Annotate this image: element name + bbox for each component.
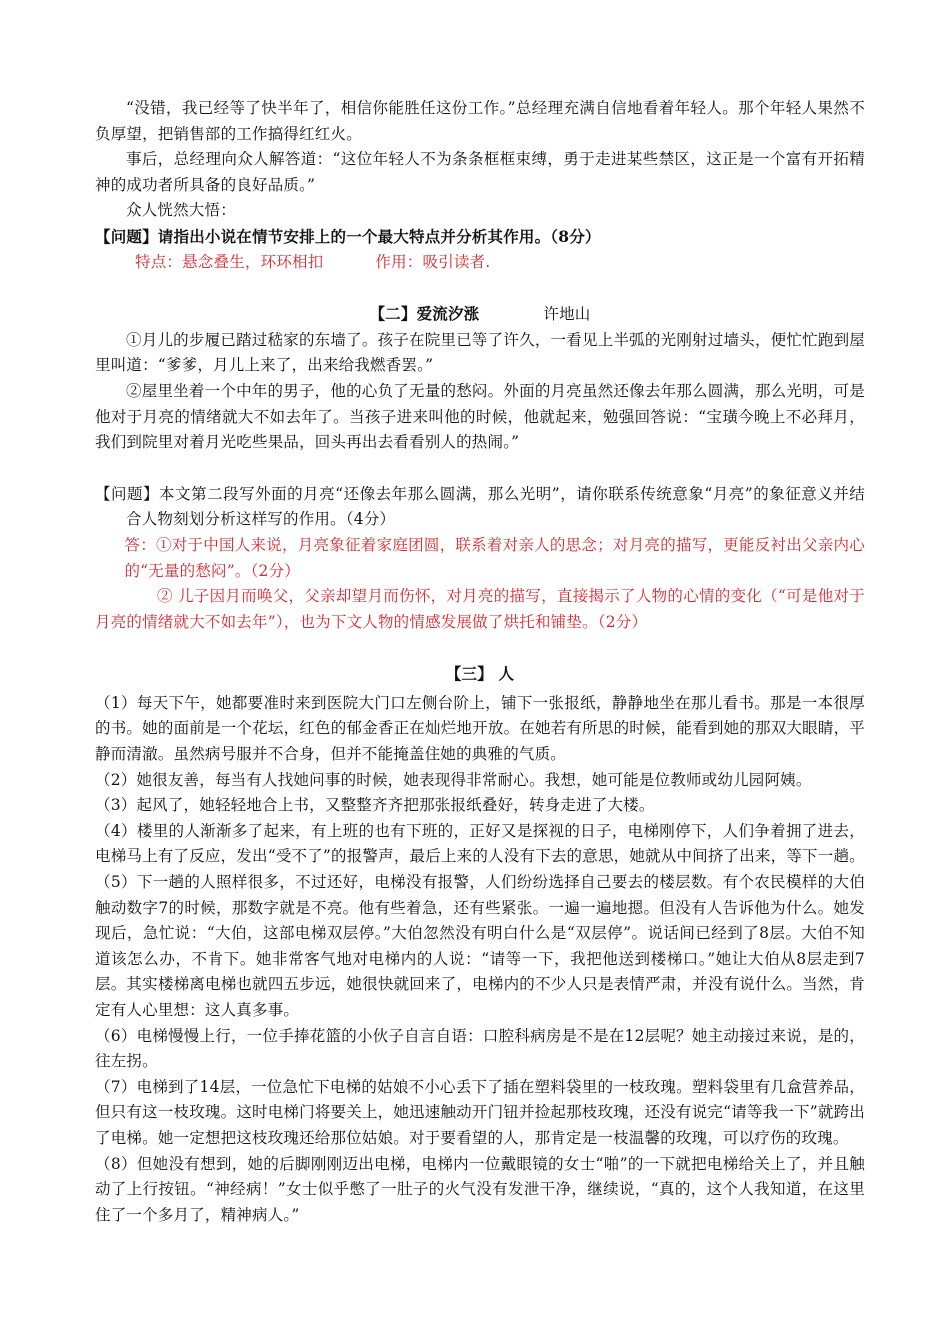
story-paragraph: （5）下一趟的人照样很多，不过还好，电梯没有报警，人们纷纷选择自己要去的楼层数。有个农民模样的大伯触动数字7的时候，那数字就是不亮。他有些着急，还有些紧张。一遍一遍地摁。但没有人告诉他为什么。她发现后，急忙说：“大伯，这部电梯双层停。”大伯忽然没有明白什么是“双层停”。说话间已经到了8层。大伯不知道该怎么办，不肯下。她非常客气地对电梯内的人说：“请等一下，我把他送到楼梯口。”她让大伯从8层走到7层。其实楼梯离电梯也就四五步远，她很快就回来了，电梯内的不少人只是表情严肃，并没有说什么。当然，肯定有人心里想：这人真多事。 [95,873,865,1019]
story-paragraph: （7）电梯到了14层，一位急忙下电梯的姑娘不小心丢下了插在塑料袋里的一枝玫瑰。塑料袋里有几盒营养品，但只有这一枝玫瑰。这时电梯门将要关上，她迅速触动开门钮并捡起那枝玫瑰，还没有说完“请等我一下”就跨出了电梯。她一定想把这枝玫瑰还给那位姑娘。对于要看望的人，那肯定是一枝温馨的玫瑰，可以疗伤的玫瑰。 [95,1077,865,1147]
section-2-heading [95,301,865,328]
answer-feature: 特点：悬念叠生，环环相扣 [135,252,324,271]
story-paragraph: （3）起风了，她轻轻地合上书，又整整齐齐把那张报纸叠好，转身走进了大楼。 [95,796,655,815]
answer-2-part-1: 答：①对于中国人来说，月亮象征着家庭团圆，联系着对亲人的思念；对月亮的描写，更能反衬出父亲内心的“无量的愁闷”。（2分） [124,535,865,580]
story-paragraph: （4）楼里的人渐渐多了起来，有上班的也有下班的，正好又是探视的日子，电梯刚停下，人们争着拥了进去，电梯马上有了反应，发出“受不了”的报警声，最后上来的人没有下去的意思，她就从中间挤了出来，等下一趟。 [95,821,865,866]
question-2: 【问题】本文第二段写外面的月亮“还像去年那么圆满，那么光明”，请你联系传统意象“月亮”的象征意义并结合人物刻划分析这样写的作用。（4分） [95,484,865,529]
story-paragraph: （6）电梯慢慢上行，一位手捧花篮的小伙子自言自语：口腔科病房是不是在12层呢？她主动接过来说，是的，往左拐。 [95,1026,865,1071]
question-1: 【问题】请指出小说在情节安排上的一个最大特点并分析其作用。（8分） [95,226,601,246]
section-3-title: 【三】 人 [445,664,515,684]
story-paragraph: （2）她很友善，每当有人找她问事的时候，她表现得非常耐心。我想，她可能是位教师或幼儿园阿姨。 [95,770,812,789]
answer-1 [95,250,865,276]
story-paragraph: “没错，我已经等了快半年了，相信你能胜任这份工作。”总经理充满自信地看着年轻人。那个年轻人果然不负厚望，把销售部的工作搞得红红火。 [95,99,865,143]
story-paragraph: （1）每天下午，她都要准时来到医院大门口左侧台阶上，铺下一张报纸，静静地坐在那儿看书。那是一本很厚的书。她的面前是一个花坛，红色的郁金香正在灿烂地开放。在她若有所思的时候，能看到她的那双大眼睛，平静而清澈。虽然病号服并不合身，但并不能掩盖住她的典雅的气质。 [95,693,865,764]
section-2-author: 许地山 [543,305,591,324]
answer-2-part-2: ② 儿子因月而唤父，父亲却望月而伤怀，对月亮的描写，直接揭示了人物的心情的变化（“可是他对于月亮的情绪就大不如去年”），也为下文人物的情感发展做了烘托和铺垫。（2分） [95,587,865,631]
section-2-title: 【二】爱流汐涨 [369,304,480,324]
story-paragraph: ②屋里坐着一个中年的男子，他的心负了无量的愁闷。外面的月亮虽然还像去年那么圆满，那么光明，可是他对于月亮的情绪就大不如去年了。当孩子进来叫他的时候，他就起来，勉强回答说：“宝璜今晚上不必拜月，我们到院里对着月光吃些果品，回头再出去看看别人的热闹。” [95,381,865,452]
story-paragraph: 众人恍然大悟： [126,201,236,220]
story-paragraph: 事后，总经理向众人解答道：“这位年轻人不为条条框框束缚，勇于走进某些禁区，这正是一个富有开拓精神的成功者所具备的良好品质。” [95,150,865,194]
answer-effect: 作用：吸引读者. [375,252,491,271]
story-paragraph: （8）但她没有想到，她的后脚刚刚迈出电梯，电梯内一位戴眼镜的女士“啪”的一下就把电梯给关上了，并且触动了上行按钮。“神经病！”女士似乎憋了一肚子的火气没有发泄干净，继续说，“真的，这个人我知道，在这里住了一个多月了，精神病人。” [95,1154,865,1224]
document-page [95,96,865,1228]
story-paragraph: ①月儿的步履已踏过嵇家的东墙了。孩子在院里已等了许久，一看见上半弧的光刚射过墙头，便忙忙跑到屋里叫道：“爹爹，月儿上来了，出来给我燃香罢。” [95,330,865,375]
